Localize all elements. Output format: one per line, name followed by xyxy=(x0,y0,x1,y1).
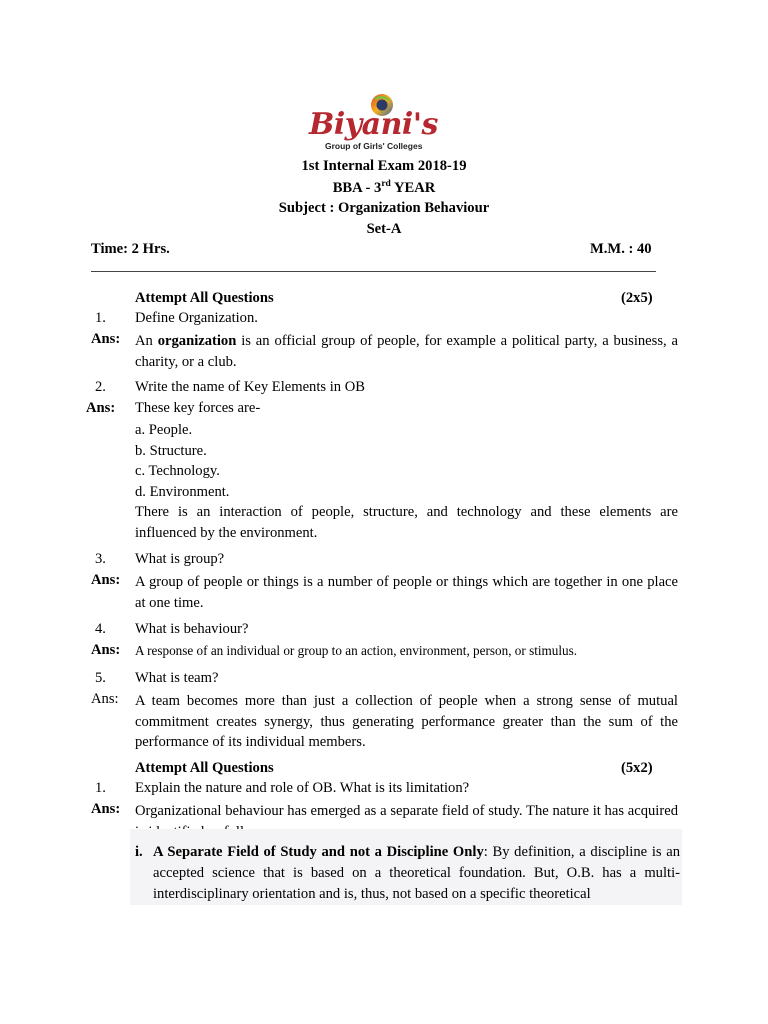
question-text: Define Organization. xyxy=(135,310,258,326)
point-heading: A Separate Field of Study and not a Discipline Only xyxy=(153,844,484,860)
answer-intro: These key forces are- xyxy=(135,400,261,416)
question-text: What is group? xyxy=(135,551,225,567)
list-item: d. Environment. xyxy=(135,483,230,500)
time-label: Time: 2 Hrs. xyxy=(91,241,170,257)
section-b-instruction: Attempt All Questions xyxy=(135,760,274,776)
point-text: : By definition, a discipline is an accepted science that is based on a theoretical foundation. But, O.B. has a multi-interdisciplinary orientation and is, thus, not based on a specific theoretical xyxy=(153,844,680,902)
answer-post: is an official group of people, for example a political party, a business, a charity, or a club. xyxy=(135,333,678,370)
nature-point xyxy=(135,842,680,905)
answer-text: Organizational behaviour has emerged as a separate field of study. The nature it has acquired xyxy=(135,803,678,819)
answer-text: A group of people or things is a number of people or things which are together in one place at one time. xyxy=(135,574,678,611)
answer-label: Ans: xyxy=(91,642,121,658)
class-suffix: YEAR xyxy=(390,179,436,196)
answer-text: A team becomes more than just a collection of people when a strong sense of mutual commitment creates synergy, thus generating performance greater than the sum of the performance of its individual members. xyxy=(135,693,678,750)
max-marks: M.M. : 40 xyxy=(590,241,652,257)
key-elements-list xyxy=(135,420,229,502)
answer-label: Ans: xyxy=(91,572,121,588)
section-a-instruction: Attempt All Questions xyxy=(135,290,274,306)
class-year xyxy=(0,179,768,197)
question-number: 2. xyxy=(95,379,106,395)
question-number: 1. xyxy=(95,780,106,796)
class-prefix: BBA - 3 xyxy=(332,179,382,196)
point-index: i. xyxy=(135,844,143,860)
answer-conclusion: There is an interaction of people, structure, and technology and these elements are influenced by the environment. xyxy=(135,504,678,541)
answer-text xyxy=(135,331,678,372)
list-item: c. Technology. xyxy=(135,463,220,479)
answer-label: Ans: xyxy=(91,801,121,817)
class-superscript: rd xyxy=(381,179,391,189)
question-number: 3. xyxy=(95,551,106,567)
subject-title: Subject : Organization Behaviour xyxy=(278,200,490,216)
point-body xyxy=(153,842,680,905)
answer-label: Ans: xyxy=(91,331,121,347)
question-number: 1. xyxy=(95,310,106,326)
list-item: b. Structure. xyxy=(135,442,207,459)
answer-bold-term: organization xyxy=(157,333,237,349)
section-a-marks: (2x5) xyxy=(621,290,653,306)
list-item: a. People. xyxy=(135,422,193,438)
section-b-marks: (5x2) xyxy=(621,760,653,776)
question-text: What is team? xyxy=(135,670,219,686)
set-label: Set-A xyxy=(366,221,402,237)
exam-title: 1st Internal Exam 2018-19 xyxy=(301,158,467,174)
question-text: What is behaviour? xyxy=(135,621,249,637)
logo-tagline: Group of Girls' Colleges xyxy=(325,141,423,151)
answer-text: A response of an individual or group to an action, environment, person, or stimulus. xyxy=(135,643,578,658)
question-text: Explain the nature and role of OB. What is its limitation? xyxy=(135,780,470,796)
question-text: Write the name of Key Elements in OB xyxy=(135,379,366,395)
question-number: 4. xyxy=(95,621,106,637)
answer-label: Ans: xyxy=(86,400,116,416)
logo-brand: Biyani's xyxy=(309,107,438,142)
answer-pre: An xyxy=(135,333,158,349)
question-number: 5. xyxy=(95,670,106,686)
header-divider xyxy=(91,271,656,272)
answer-label: Ans: xyxy=(91,691,119,707)
biyanis-logo xyxy=(305,93,455,157)
